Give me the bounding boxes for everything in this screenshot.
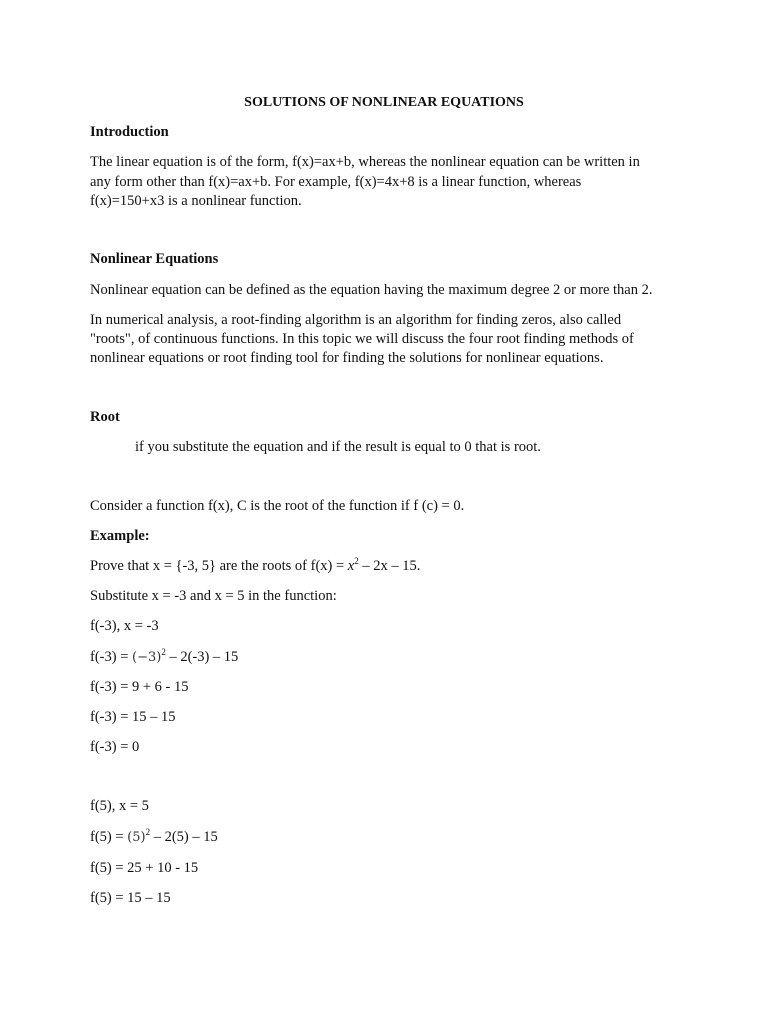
exponent: 2: [145, 827, 151, 837]
numerical-analysis-line: "roots", of continuous functions. In this topic we will discuss the four root finding methods of: [90, 331, 634, 347]
step-line: f(5) = 25 + 10 - 15: [90, 860, 199, 876]
step-line: f(-3) = 0: [90, 739, 140, 755]
step-lhs: f(-3) =: [90, 649, 132, 665]
step-base: (−3): [132, 650, 162, 665]
heading-example: Example:: [90, 528, 150, 544]
root-condition: Consider a function f(x), C is the root of the function if f (c) = 0.: [90, 498, 465, 514]
intro-line: The linear equation is of the form, f(x)=ax+b, whereas the nonlinear equation can be written in: [90, 154, 640, 170]
step-line: f(5), x = 5: [90, 798, 149, 814]
substitute-instruction: Substitute x = -3 and x = 5 in the function:: [90, 588, 337, 604]
step-line: f(5) = 15 – 15: [90, 890, 171, 906]
step-line: f(-3) = 9 + 6 - 15: [90, 679, 189, 695]
intro-line: f(x)=150+x3 is a nonlinear function.: [90, 193, 302, 209]
numerical-analysis-line: In numerical analysis, a root-finding algorithm is an algorithm for finding zeros, also called: [90, 312, 622, 328]
numerical-analysis-line: nonlinear equations or root finding tool for finding the solutions for nonlinear equations.: [90, 350, 604, 366]
step-rhs: – 2(-3) – 15: [165, 649, 239, 665]
step-line: f(-3), x = -3: [90, 618, 159, 634]
intro-line: any form other than f(x)=ax+b. For example, f(x)=4x+8 is a linear function, whereas: [90, 174, 582, 190]
prove-statement: [90, 557, 420, 575]
exponent: 2: [354, 556, 359, 566]
step-lhs: f(5) =: [90, 829, 128, 845]
root-definition: if you substitute the equation and if the result is equal to 0 that is root.: [135, 439, 541, 455]
step-line: f(-3) = 15 – 15: [90, 709, 176, 725]
prove-text: Prove that x = {-3, 5} are the roots of f(x) =: [90, 558, 348, 574]
prove-text-end: – 2x – 15.: [358, 558, 421, 574]
step-rhs: – 2(5) – 15: [150, 829, 218, 845]
nonlinear-definition: Nonlinear equation can be defined as the equation having the maximum degree 2 or more than 2.: [90, 282, 653, 298]
heading-introduction: Introduction: [90, 124, 169, 140]
step-base: (5): [127, 830, 146, 845]
document-title: SOLUTIONS OF NONLINEAR EQUATIONS: [244, 95, 524, 110]
variable-x: x: [347, 558, 355, 574]
step-line: [90, 648, 238, 667]
heading-root: Root: [90, 409, 120, 425]
heading-nonlinear-equations: Nonlinear Equations: [90, 251, 219, 267]
step-line: [90, 828, 218, 847]
exponent: 2: [161, 647, 166, 657]
